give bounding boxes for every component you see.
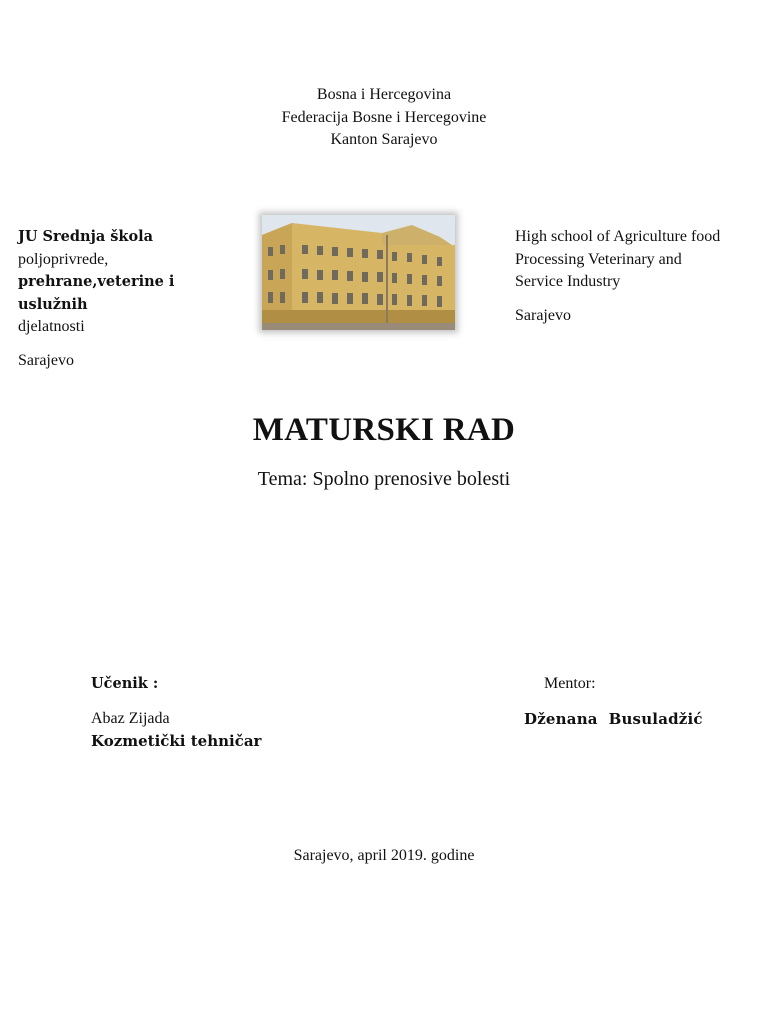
school-building-photo [262, 215, 455, 330]
footer-date: Sarajevo, april 2019. godine [293, 847, 475, 864]
country-name: Bosna i Hercegovina [316, 86, 452, 103]
school-name-local [18, 226, 248, 372]
school-city-local: Sarajevo [18, 351, 74, 369]
student-label: Učenik : [91, 675, 159, 692]
school-line-2: poljoprivrede, [18, 250, 109, 268]
school-building-icon [262, 215, 455, 330]
school-line-1: JU Srednja škola [18, 228, 154, 245]
student-name: Abaz Zijada [91, 710, 170, 727]
header-block [0, 84, 768, 152]
school-en-line-3: Service Industry [515, 273, 621, 290]
mentor-label: Mentor: [544, 675, 596, 692]
canton-name: Kanton Sarajevo [330, 131, 438, 148]
school-name-english [515, 226, 765, 327]
student-role: Kozmetički tehničar [91, 732, 262, 750]
document-title: MATURSKI RAD [252, 412, 516, 448]
school-line-4: djelatnosti [18, 318, 85, 335]
mentor-name: Dženana Busuladžić [524, 710, 703, 728]
federation-name: Federacija Bosne i Hercegovine [281, 108, 487, 126]
school-city-english: Sarajevo [515, 306, 571, 324]
school-line-3: prehrane,veterine i uslužnih [18, 273, 175, 313]
document-subtitle: Tema: Spolno prenosive bolesti [257, 468, 511, 490]
school-en-line-2: Processing Veterinary and [515, 250, 682, 268]
school-en-line-1: High school of Agriculture food [515, 228, 721, 245]
